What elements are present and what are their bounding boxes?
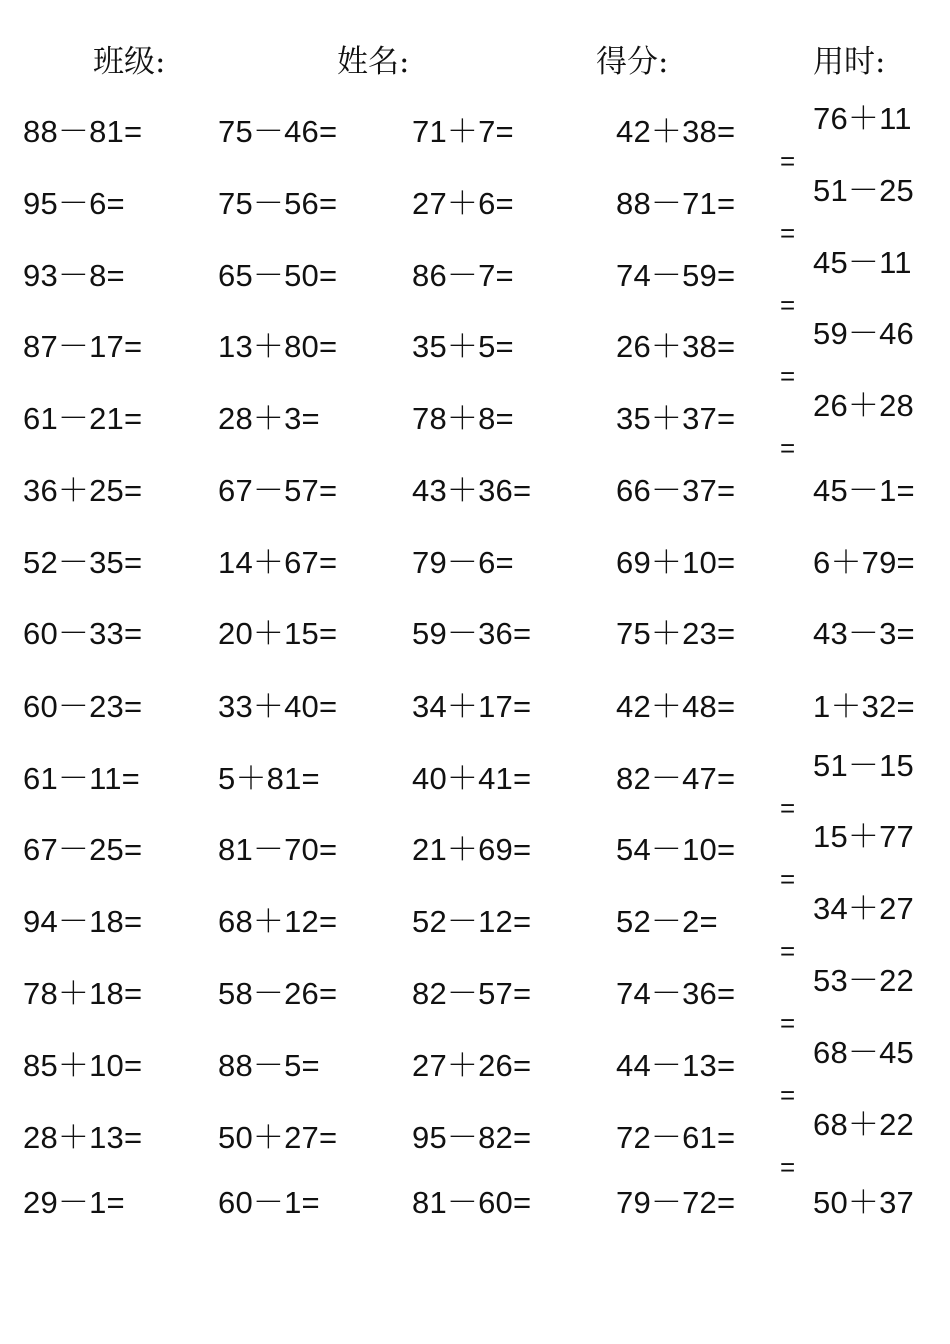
problem-col2-row7: 14＋67= <box>218 545 338 580</box>
problem-col1-row10: 61－11= <box>23 761 140 796</box>
problem-col1-row12: 94－18= <box>23 904 143 939</box>
problem-col5-row13: 53－22 <box>813 963 914 998</box>
wrapped-equals-row13: = <box>780 1008 796 1038</box>
name-label: 姓名: <box>337 44 410 80</box>
problem-col2-row15: 50＋27= <box>218 1120 338 1155</box>
problem-col3-row8: 59－36= <box>412 616 532 651</box>
problem-col3-row7: 79－6= <box>412 545 514 580</box>
problem-col5-row9: 1＋32= <box>813 689 915 724</box>
wrapped-equals-row3: = <box>780 290 796 320</box>
problem-col2-row13: 58－26= <box>218 976 338 1011</box>
problem-col4-row2: 88－71= <box>616 186 736 221</box>
problem-col4-row9: 42＋48= <box>616 689 736 724</box>
problem-col3-row11: 21＋69= <box>412 832 532 867</box>
problem-col4-row13: 74－36= <box>616 976 736 1011</box>
problem-col2-row14: 88－5= <box>218 1048 320 1083</box>
problem-col4-row16: 79－72= <box>616 1185 736 1220</box>
wrapped-equals-row4: = <box>780 361 796 391</box>
problem-col4-row1: 42＋38= <box>616 114 736 149</box>
problem-col4-row8: 75＋23= <box>616 616 736 651</box>
problem-col2-row2: 75－56= <box>218 186 338 221</box>
problem-col3-row5: 78＋8= <box>412 401 514 436</box>
problem-col3-row12: 52－12= <box>412 904 532 939</box>
problem-col4-row4: 26＋38= <box>616 329 736 364</box>
wrapped-equals-row1: = <box>780 146 796 176</box>
wrapped-equals-row2: = <box>780 218 796 248</box>
problem-col5-row12: 34＋27 <box>813 891 914 926</box>
problem-col1-row5: 61－21= <box>23 401 143 436</box>
wrapped-equals-row15: = <box>780 1152 796 1182</box>
problem-col4-row5: 35＋37= <box>616 401 736 436</box>
problem-col5-row5: 26＋28 <box>813 388 914 423</box>
problem-col2-row11: 81－70= <box>218 832 338 867</box>
problem-col2-row8: 20＋15= <box>218 616 338 651</box>
problem-col5-row6: 45－1= <box>813 473 915 508</box>
wrapped-equals-row10: = <box>780 793 796 823</box>
problem-col3-row2: 27＋6= <box>412 186 514 221</box>
problem-col4-row11: 54－10= <box>616 832 736 867</box>
wrapped-equals-row5: = <box>780 433 796 463</box>
problem-col1-row3: 93－8= <box>23 258 125 293</box>
problem-col2-row16: 60－1= <box>218 1185 320 1220</box>
problem-col2-row12: 68＋12= <box>218 904 338 939</box>
problem-col1-row8: 60－33= <box>23 616 143 651</box>
wrapped-equals-row14: = <box>780 1080 796 1110</box>
problem-col5-row14: 68－45 <box>813 1035 914 1070</box>
problem-col3-row16: 81－60= <box>412 1185 532 1220</box>
wrapped-equals-row11: = <box>780 864 796 894</box>
problem-col1-row6: 36＋25= <box>23 473 143 508</box>
problem-col1-row15: 28＋13= <box>23 1120 143 1155</box>
problem-col3-row3: 86－7= <box>412 258 514 293</box>
problem-col3-row9: 34＋17= <box>412 689 532 724</box>
problem-col1-row11: 67－25= <box>23 832 143 867</box>
problem-col2-row9: 33＋40= <box>218 689 338 724</box>
problem-col4-row10: 82－47= <box>616 761 736 796</box>
problem-col1-row2: 95－6= <box>23 186 125 221</box>
problem-col5-row4: 59－46 <box>813 316 914 351</box>
problem-col3-row15: 95－82= <box>412 1120 532 1155</box>
problem-col1-row4: 87－17= <box>23 329 143 364</box>
problem-col4-row6: 66－37= <box>616 473 736 508</box>
problem-col4-row3: 74－59= <box>616 258 736 293</box>
problem-col4-row14: 44－13= <box>616 1048 736 1083</box>
problem-col2-row5: 28＋3= <box>218 401 320 436</box>
problem-col1-row13: 78＋18= <box>23 976 143 1011</box>
problem-col5-row15: 68＋22 <box>813 1107 914 1142</box>
problem-col2-row6: 67－57= <box>218 473 338 508</box>
problem-col3-row4: 35＋5= <box>412 329 514 364</box>
problem-col4-row7: 69＋10= <box>616 545 736 580</box>
problem-col2-row3: 65－50= <box>218 258 338 293</box>
problem-col1-row1: 88－81= <box>23 114 143 149</box>
problem-col5-row7: 6＋79= <box>813 545 915 580</box>
problem-col2-row4: 13＋80= <box>218 329 338 364</box>
problem-col3-row13: 82－57= <box>412 976 532 1011</box>
class-label: 班级: <box>93 44 166 80</box>
problem-col5-row8: 43－3= <box>813 616 915 651</box>
problem-col1-row9: 60－23= <box>23 689 143 724</box>
problem-col1-row16: 29－1= <box>23 1185 125 1220</box>
problem-col2-row1: 75－46= <box>218 114 338 149</box>
score-label: 得分: <box>596 44 669 80</box>
problem-col5-row16: 50＋37 <box>813 1185 914 1220</box>
wrapped-equals-row12: = <box>780 936 796 966</box>
problem-col5-row11: 15＋77 <box>813 819 914 854</box>
problem-col1-row7: 52－35= <box>23 545 143 580</box>
problem-col4-row15: 72－61= <box>616 1120 736 1155</box>
time-label: 用时: <box>813 44 886 80</box>
problem-col5-row1: 76＋11 <box>813 101 912 136</box>
problem-col3-row6: 43＋36= <box>412 473 532 508</box>
problem-col1-row14: 85＋10= <box>23 1048 143 1083</box>
problem-col3-row1: 71＋7= <box>412 114 514 149</box>
problem-col2-row10: 5＋81= <box>218 761 320 796</box>
problem-col4-row12: 52－2= <box>616 904 718 939</box>
problem-col3-row10: 40＋41= <box>412 761 532 796</box>
problem-col5-row3: 45－11 <box>813 245 912 280</box>
problem-col5-row10: 51－15 <box>813 748 914 783</box>
problem-col3-row14: 27＋26= <box>412 1048 532 1083</box>
problem-col5-row2: 51－25 <box>813 173 914 208</box>
